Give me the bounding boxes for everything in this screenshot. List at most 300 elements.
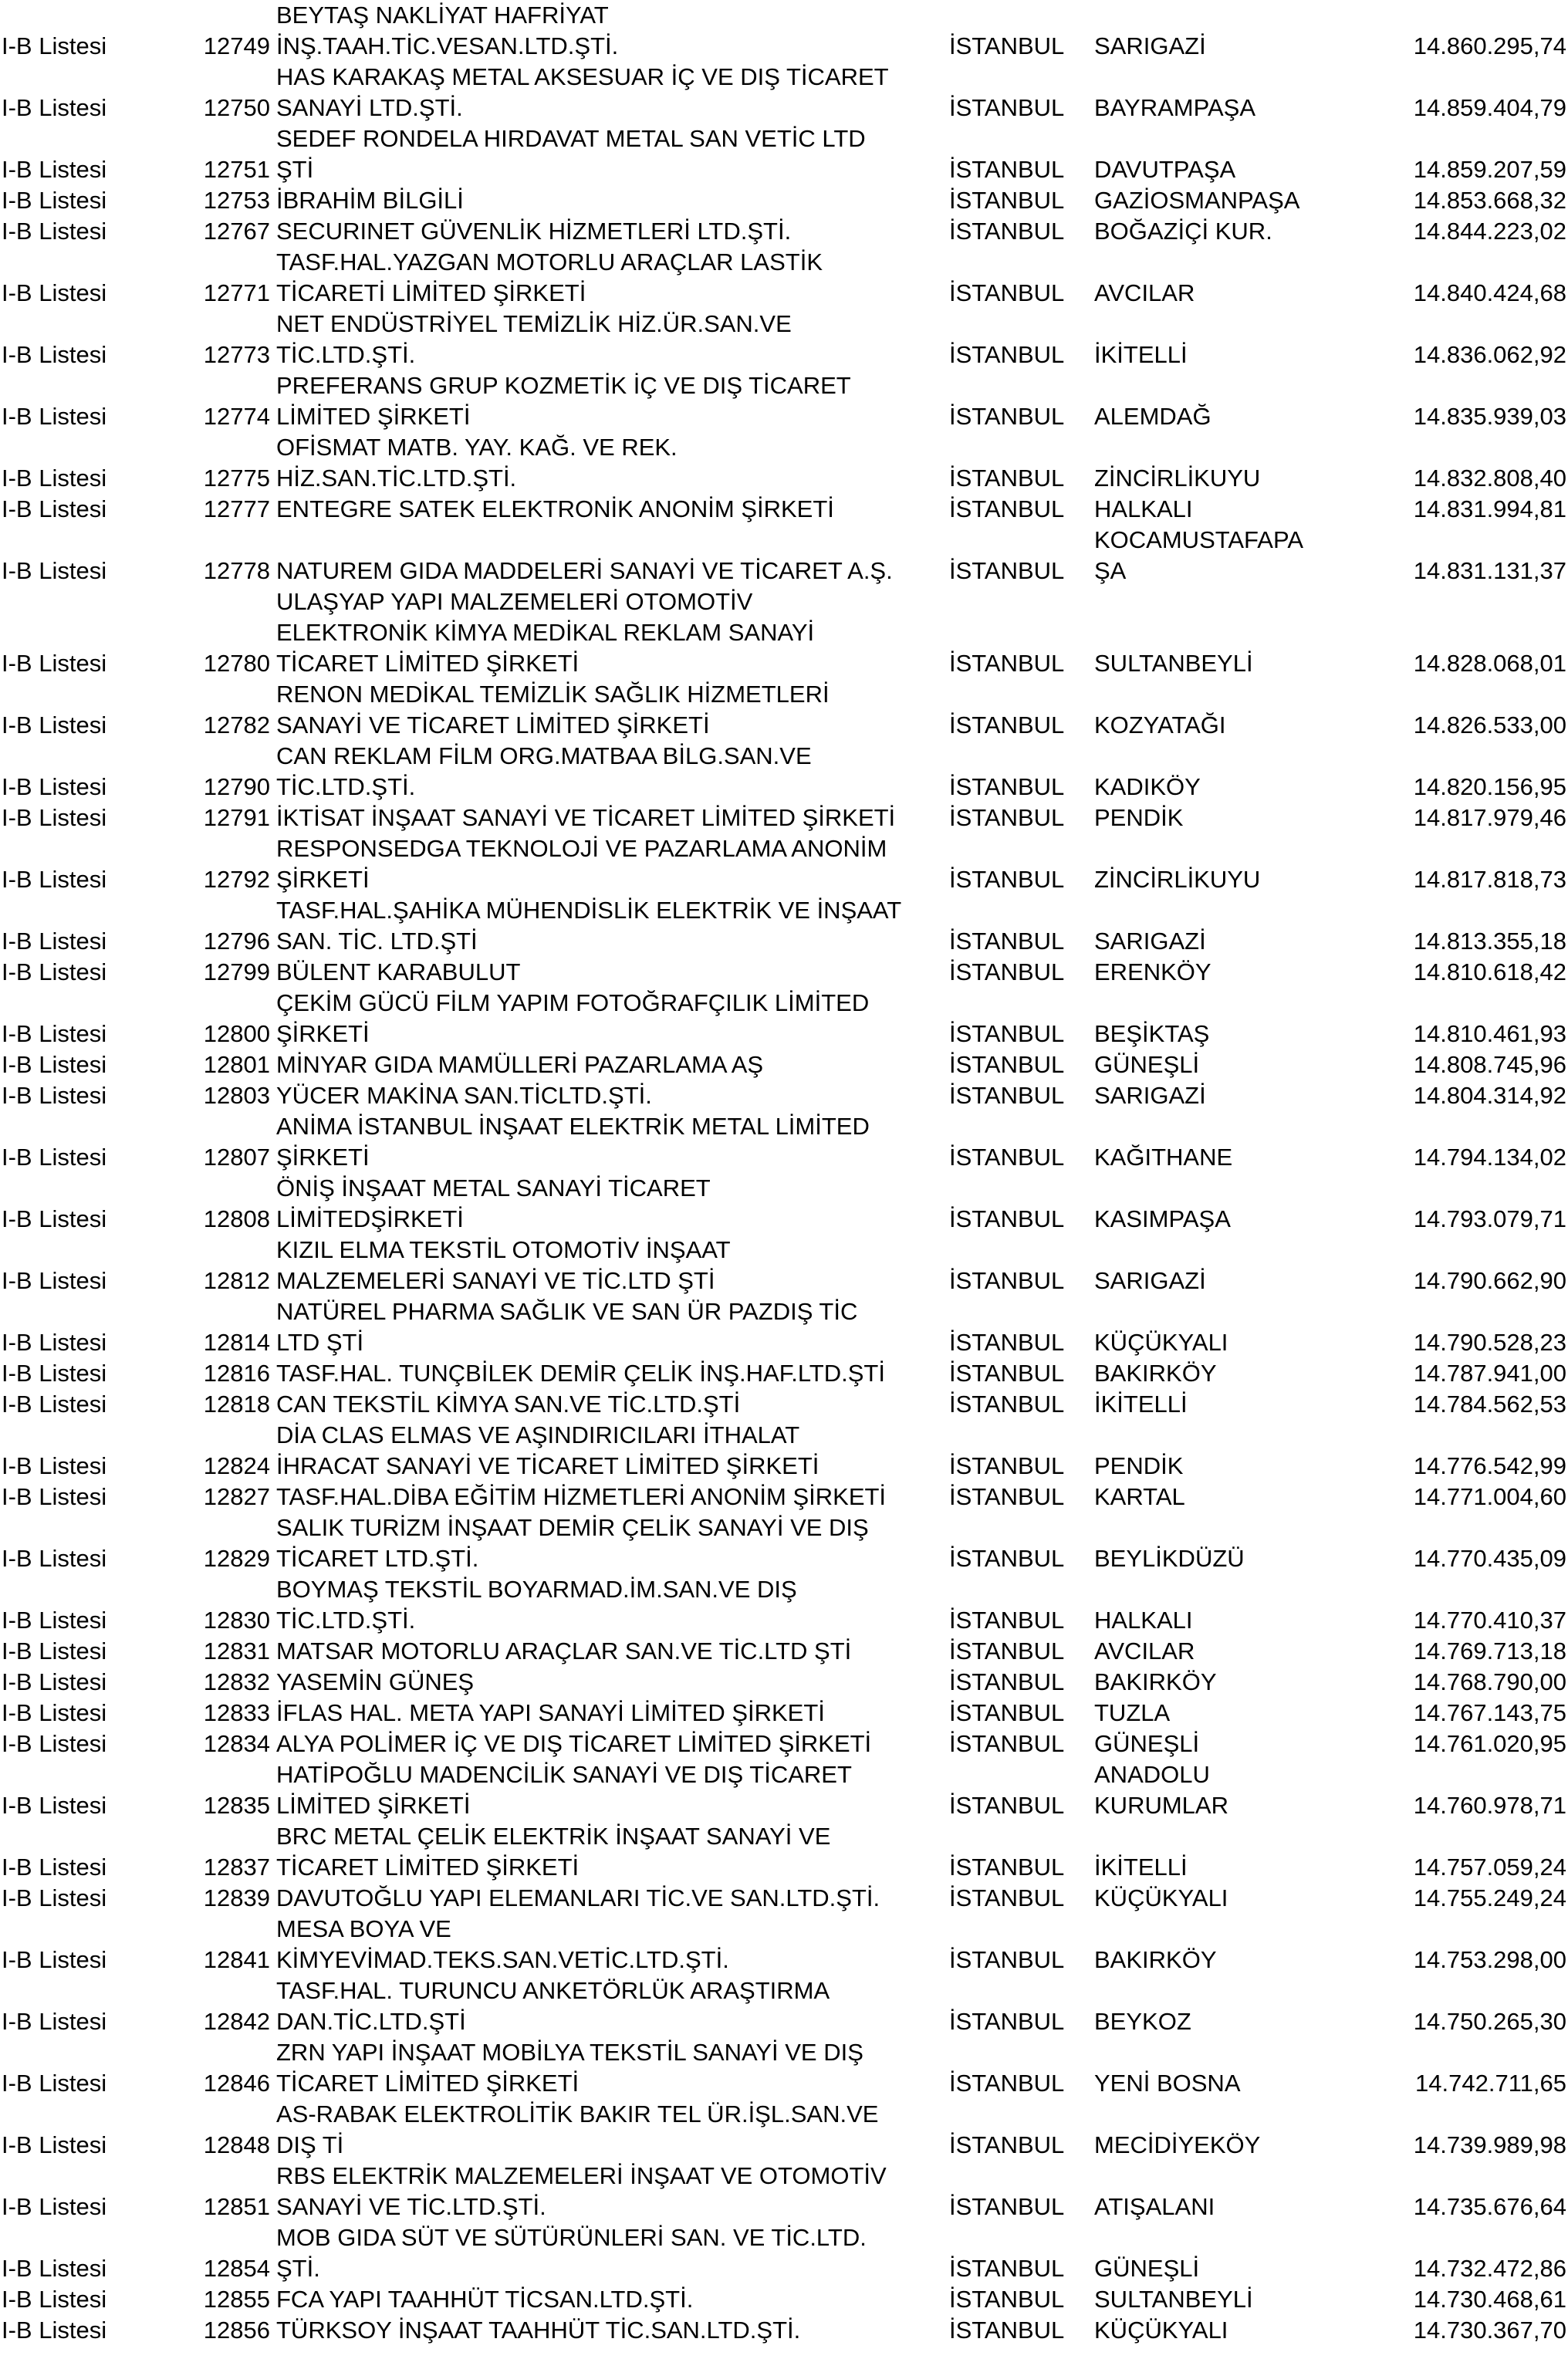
- record-number-cell: 12837: [203, 1854, 270, 1881]
- amount-cell: 14.859.207,59: [1413, 156, 1566, 183]
- list-name-cell: I-B Listesi: [2, 804, 107, 831]
- district-cell: ERENKÖY: [1094, 958, 1211, 985]
- district-cell: İKİTELLİ: [1094, 1391, 1188, 1418]
- list-name-cell: I-B Listesi: [2, 1020, 107, 1047]
- amount-cell: 14.820.156,95: [1413, 773, 1566, 800]
- list-name-cell: I-B Listesi: [2, 1637, 107, 1664]
- amount-cell: 14.831.131,37: [1413, 557, 1566, 584]
- record-number-cell: 12775: [203, 465, 270, 492]
- table-row: [0, 2099, 1568, 2161]
- amount-cell: 14.804.314,92: [1413, 1082, 1566, 1109]
- table-row: [0, 1667, 1568, 1698]
- district-cell: BAKIRKÖY: [1094, 1360, 1217, 1387]
- district-cell: SARIGAZİ: [1094, 928, 1206, 955]
- table-row: [0, 370, 1568, 432]
- district-cell: BEYKOZ: [1094, 2008, 1191, 2035]
- amount-cell: 14.860.295,74: [1413, 32, 1566, 59]
- table-row: [0, 1420, 1568, 1482]
- table-row: [0, 1574, 1568, 1636]
- table-row: [0, 1512, 1568, 1574]
- company-name-cell: BÜLENT KARABULUT: [276, 958, 521, 985]
- amount-cell: 14.808.745,96: [1413, 1051, 1566, 1078]
- amount-cell: 14.844.223,02: [1413, 218, 1566, 245]
- company-name-cell: TASF.HAL.YAZGAN MOTORLU ARAÇLAR LASTİK TİCARETİ LİMİTED ŞİRKETİ: [276, 248, 823, 306]
- table-row: [0, 2315, 1568, 2346]
- district-cell: GÜNEŞLİ: [1094, 2255, 1200, 2282]
- record-number-cell: 12790: [203, 773, 270, 800]
- company-name-cell: SEDEF RONDELA HIRDAVAT METAL SAN VETİC LTD ŞTİ: [276, 125, 866, 183]
- record-number-cell: 12814: [203, 1329, 270, 1356]
- list-name-cell: I-B Listesi: [2, 32, 107, 59]
- district-cell: KARTAL: [1094, 1483, 1185, 1510]
- record-number-cell: 12833: [203, 1699, 270, 1726]
- amount-cell: 14.761.020,95: [1413, 1730, 1566, 1757]
- amount-cell: 14.768.790,00: [1413, 1668, 1566, 1695]
- table-row: [0, 1914, 1568, 1975]
- record-number-cell: 12767: [203, 218, 270, 245]
- amount-cell: 14.832.808,40: [1413, 465, 1566, 492]
- city-cell: İSTANBUL: [949, 2193, 1065, 2220]
- company-name-cell: NATÜREL PHARMA SAĞLIK VE SAN ÜR PAZDIŞ TİC LTD ŞTİ: [276, 1298, 858, 1356]
- company-name-cell: TASF.HAL. TURUNCU ANKETÖRLÜK ARAŞTIRMA DAN.TİC.LTD.ŞTİ: [276, 1977, 830, 2035]
- amount-cell: 14.794.134,02: [1413, 1144, 1566, 1171]
- table-row: [0, 62, 1568, 123]
- list-name-cell: I-B Listesi: [2, 1483, 107, 1510]
- city-cell: İSTANBUL: [949, 1452, 1065, 1479]
- list-name-cell: I-B Listesi: [2, 1329, 107, 1356]
- list-name-cell: I-B Listesi: [2, 958, 107, 985]
- city-cell: İSTANBUL: [949, 187, 1065, 214]
- list-name-cell: I-B Listesi: [2, 2286, 107, 2313]
- list-name-cell: I-B Listesi: [2, 279, 107, 306]
- table-row: [0, 679, 1568, 741]
- district-cell: KÜÇÜKYALI: [1094, 1329, 1228, 1356]
- amount-cell: 14.742.711,65: [1415, 2070, 1566, 2097]
- amount-cell: 14.784.562,53: [1413, 1391, 1566, 1418]
- table-row: [0, 432, 1568, 494]
- city-cell: İSTANBUL: [949, 465, 1065, 492]
- district-cell: GAZİOSMANPAŞA: [1094, 187, 1300, 214]
- table-row: [0, 1821, 1568, 1883]
- table-row: [0, 1358, 1568, 1389]
- district-cell: DAVUTPAŞA: [1094, 156, 1236, 183]
- record-number-cell: 12835: [203, 1792, 270, 1819]
- city-cell: İSTANBUL: [949, 218, 1065, 245]
- list-name-cell: I-B Listesi: [2, 218, 107, 245]
- record-number-cell: 12778: [203, 557, 270, 584]
- list-name-cell: I-B Listesi: [2, 1205, 107, 1232]
- district-cell: PENDİK: [1094, 1452, 1184, 1479]
- company-name-cell: CAN REKLAM FİLM ORG.MATBAA BİLG.SAN.VE TİC.LTD.ŞTİ.: [276, 742, 812, 800]
- record-number-cell: 12801: [203, 1051, 270, 1078]
- district-cell: ATIŞALANI: [1094, 2193, 1215, 2220]
- amount-cell: 14.826.533,00: [1413, 711, 1566, 738]
- list-name-cell: I-B Listesi: [2, 1144, 107, 1171]
- record-number-cell: 12753: [203, 187, 270, 214]
- record-number-cell: 12832: [203, 1668, 270, 1695]
- district-cell: KAĞITHANE: [1094, 1144, 1233, 1171]
- table-row: [0, 2161, 1568, 2222]
- city-cell: İSTANBUL: [949, 1545, 1065, 1572]
- amount-cell: 14.813.355,18: [1413, 928, 1566, 955]
- list-name-cell: I-B Listesi: [2, 650, 107, 677]
- amount-cell: 14.735.676,64: [1413, 2193, 1566, 2220]
- city-cell: İSTANBUL: [949, 1051, 1065, 1078]
- district-cell: KOZYATAĞI: [1094, 711, 1226, 738]
- city-cell: İSTANBUL: [949, 279, 1065, 306]
- table-row: [0, 1296, 1568, 1358]
- table-row: [0, 2222, 1568, 2284]
- company-name-cell: RBS ELEKTRİK MALZEMELERİ İNŞAAT VE OTOMOTİV SANAYİ VE TİC.LTD.ŞTİ.: [276, 2162, 887, 2220]
- record-number-cell: 12799: [203, 958, 270, 985]
- list-name-cell: I-B Listesi: [2, 2255, 107, 2282]
- city-cell: İSTANBUL: [949, 32, 1065, 59]
- district-cell: KASIMPAŞA: [1094, 1205, 1231, 1232]
- table-row: [0, 309, 1568, 370]
- district-cell: BAKIRKÖY: [1094, 1946, 1217, 1973]
- list-name-cell: I-B Listesi: [2, 495, 107, 522]
- record-number-cell: 12830: [203, 1607, 270, 1634]
- list-name-cell: I-B Listesi: [2, 156, 107, 183]
- record-number-cell: 12848: [203, 2131, 270, 2158]
- record-number-cell: 12771: [203, 279, 270, 306]
- record-number-cell: 12816: [203, 1360, 270, 1387]
- city-cell: İSTANBUL: [949, 1699, 1065, 1726]
- list-name-cell: I-B Listesi: [2, 1884, 107, 1911]
- company-name-cell: FCA YAPI TAAHHÜT TİCSAN.LTD.ŞTİ.: [276, 2286, 694, 2313]
- table-row: [0, 123, 1568, 185]
- list-name-cell: I-B Listesi: [2, 866, 107, 893]
- table-row: [0, 1698, 1568, 1729]
- table-row: [0, 957, 1568, 988]
- district-cell: AVCILAR: [1094, 279, 1195, 306]
- company-name-cell: NATUREM GIDA MADDELERİ SANAYİ VE TİCARET A.Ş.: [276, 557, 893, 584]
- amount-cell: 14.840.424,68: [1413, 279, 1566, 306]
- amount-cell: 14.757.059,24: [1413, 1854, 1566, 1881]
- list-name-cell: I-B Listesi: [2, 557, 107, 584]
- amount-cell: 14.770.410,37: [1413, 1607, 1566, 1634]
- list-name-cell: I-B Listesi: [2, 1545, 107, 1572]
- list-name-cell: I-B Listesi: [2, 2131, 107, 2158]
- amount-cell: 14.817.979,46: [1413, 804, 1566, 831]
- company-name-cell: ZRN YAPI İNŞAAT MOBİLYA TEKSTİL SANAYİ VE DIŞ TİCARET LİMİTED ŞİRKETİ: [276, 2039, 863, 2097]
- city-cell: İSTANBUL: [949, 94, 1065, 121]
- district-cell: SULTANBEYLİ: [1094, 2286, 1253, 2313]
- city-cell: İSTANBUL: [949, 1946, 1065, 1973]
- record-number-cell: 12829: [203, 1545, 270, 1572]
- list-name-cell: I-B Listesi: [2, 928, 107, 955]
- table-row: [0, 833, 1568, 895]
- record-number-cell: 12827: [203, 1483, 270, 1510]
- district-cell: BEYLİKDÜZÜ: [1094, 1545, 1245, 1572]
- amount-cell: 14.790.528,23: [1413, 1329, 1566, 1356]
- list-name-cell: I-B Listesi: [2, 1730, 107, 1757]
- district-cell: SARIGAZİ: [1094, 32, 1206, 59]
- city-cell: İSTANBUL: [949, 2286, 1065, 2313]
- district-cell: HALKALI: [1094, 1607, 1193, 1634]
- amount-cell: 14.730.367,70: [1413, 2317, 1566, 2344]
- table-row: [0, 586, 1568, 679]
- city-cell: İSTANBUL: [949, 1884, 1065, 1911]
- record-number-cell: 12749: [203, 32, 270, 59]
- district-cell: AVCILAR: [1094, 1637, 1195, 1664]
- city-cell: İSTANBUL: [949, 557, 1065, 584]
- company-name-cell: NET ENDÜSTRİYEL TEMİZLİK HİZ.ÜR.SAN.VE TİC.LTD.ŞTİ.: [276, 310, 792, 368]
- list-name-cell: I-B Listesi: [2, 711, 107, 738]
- company-name-cell: ULAŞYAP YAPI MALZEMELERİ OTOMOTİV ELEKTRONİK KİMYA MEDİKAL REKLAM SANAYİ TİCARET LİMİTED ŞİRKETİ: [276, 588, 815, 677]
- company-name-cell: İBRAHİM BİLGİLİ: [276, 187, 464, 214]
- company-name-cell: İKTİSAT İNŞAAT SANAYİ VE TİCARET LİMİTED ŞİRKETİ: [276, 804, 896, 831]
- city-cell: İSTANBUL: [949, 958, 1065, 985]
- table-row: [0, 1235, 1568, 1296]
- company-name-cell: BRC METAL ÇELİK ELEKTRİK İNŞAAT SANAYİ VE TİCARET LİMİTED ŞİRKETİ: [276, 1823, 831, 1881]
- record-number-cell: 12841: [203, 1946, 270, 1973]
- record-number-cell: 12839: [203, 1884, 270, 1911]
- amount-cell: 14.828.068,01: [1413, 650, 1566, 677]
- city-cell: İSTANBUL: [949, 2317, 1065, 2344]
- list-name-cell: I-B Listesi: [2, 1452, 107, 1479]
- district-cell: KADIKÖY: [1094, 773, 1201, 800]
- record-number-cell: 12800: [203, 1020, 270, 1047]
- district-cell: HALKALI: [1094, 495, 1193, 522]
- company-name-cell: OFİSMAT MATB. YAY. KAĞ. VE REK. HİZ.SAN.TİC.LTD.ŞTİ.: [276, 434, 678, 492]
- city-cell: İSTANBUL: [949, 1205, 1065, 1232]
- record-number-cell: 12792: [203, 866, 270, 893]
- city-cell: İSTANBUL: [949, 1607, 1065, 1634]
- company-name-cell: RENON MEDİKAL TEMİZLİK SAĞLIK HİZMETLERİ SANAYİ VE TİCARET LİMİTED ŞİRKETİ: [276, 681, 830, 738]
- district-cell: PENDİK: [1094, 804, 1184, 831]
- list-name-cell: I-B Listesi: [2, 187, 107, 214]
- amount-cell: 14.769.713,18: [1413, 1637, 1566, 1664]
- record-number-cell: 12796: [203, 928, 270, 955]
- table-row: [0, 1111, 1568, 1173]
- list-name-cell: I-B Listesi: [2, 2070, 107, 2097]
- record-number-cell: 12780: [203, 650, 270, 677]
- list-name-cell: I-B Listesi: [2, 1051, 107, 1078]
- city-cell: İSTANBUL: [949, 1854, 1065, 1881]
- city-cell: İSTANBUL: [949, 1483, 1065, 1510]
- city-cell: İSTANBUL: [949, 1329, 1065, 1356]
- amount-cell: 14.776.542,99: [1413, 1452, 1566, 1479]
- company-name-cell: SALIK TURİZM İNŞAAT DEMİR ÇELİK SANAYİ VE DIŞ TİCARET LTD.ŞTİ.: [276, 1514, 869, 1572]
- district-cell: BOĞAZİÇİ KUR.: [1094, 218, 1272, 245]
- city-cell: İSTANBUL: [949, 1267, 1065, 1294]
- city-cell: İSTANBUL: [949, 2008, 1065, 2035]
- company-name-cell: TASF.HAL. TUNÇBİLEK DEMİR ÇELİK İNŞ.HAF.LTD.ŞTİ: [276, 1360, 885, 1387]
- record-number-cell: 12751: [203, 156, 270, 183]
- list-name-cell: I-B Listesi: [2, 94, 107, 121]
- record-number-cell: 12791: [203, 804, 270, 831]
- list-name-cell: I-B Listesi: [2, 1607, 107, 1634]
- company-name-cell: YASEMİN GÜNEŞ: [276, 1668, 475, 1695]
- table-row: [0, 741, 1568, 803]
- record-number-cell: 12777: [203, 495, 270, 522]
- table-row: [0, 1759, 1568, 1821]
- company-name-cell: CAN TEKSTİL KİMYA SAN.VE TİC.LTD.ŞTİ: [276, 1391, 741, 1418]
- district-cell: SULTANBEYLİ: [1094, 650, 1253, 677]
- record-number-cell: 12846: [203, 2070, 270, 2097]
- city-cell: İSTANBUL: [949, 711, 1065, 738]
- district-cell: KÜÇÜKYALI: [1094, 1884, 1228, 1911]
- district-cell: BAKIRKÖY: [1094, 1668, 1217, 1695]
- district-cell: İKİTELLİ: [1094, 341, 1188, 368]
- amount-cell: 14.836.062,92: [1413, 341, 1566, 368]
- amount-cell: 14.853.668,32: [1413, 187, 1566, 214]
- company-name-cell: İFLAS HAL. META YAPI SANAYİ LİMİTED ŞİRKETİ: [276, 1699, 825, 1726]
- city-cell: İSTANBUL: [949, 2255, 1065, 2282]
- list-name-cell: I-B Listesi: [2, 1360, 107, 1387]
- list-name-cell: I-B Listesi: [2, 1946, 107, 1973]
- district-cell: ZİNCİRLİKUYU: [1094, 866, 1261, 893]
- record-number-cell: 12807: [203, 1144, 270, 1171]
- table-row: [0, 185, 1568, 216]
- record-number-cell: 12842: [203, 2008, 270, 2035]
- list-name-cell: I-B Listesi: [2, 403, 107, 430]
- city-cell: İSTANBUL: [949, 1637, 1065, 1664]
- city-cell: İSTANBUL: [949, 2070, 1065, 2097]
- company-name-cell: HAS KARAKAŞ METAL AKSESUAR İÇ VE DIŞ TİCARET SANAYİ LTD.ŞTİ.: [276, 63, 889, 121]
- company-name-cell: KIZIL ELMA TEKSTİL OTOMOTİV İNŞAAT MALZEMELERİ SANAYİ VE TİC.LTD ŞTİ: [276, 1236, 731, 1294]
- company-name-cell: BEYTAŞ NAKLİYAT HAFRİYAT İNŞ.TAAH.TİC.VESAN.LTD.ŞTİ.: [276, 2, 619, 59]
- amount-cell: 14.817.818,73: [1413, 866, 1566, 893]
- city-cell: İSTANBUL: [949, 1082, 1065, 1109]
- company-name-cell: HATİPOĞLU MADENCİLİK SANAYİ VE DIŞ TİCARET LİMİTED ŞİRKETİ: [276, 1761, 852, 1819]
- table-row: [0, 1975, 1568, 2037]
- table-row: [0, 988, 1568, 1049]
- company-name-cell: AS-RABAK ELEKTROLİTİK BAKIR TEL ÜR.İŞL.SAN.VE DIŞ Tİ: [276, 2100, 879, 2158]
- record-number-cell: 12834: [203, 1730, 270, 1757]
- amount-cell: 14.793.079,71: [1413, 1205, 1566, 1232]
- city-cell: İSTANBUL: [949, 804, 1065, 831]
- record-number-cell: 12750: [203, 94, 270, 121]
- record-number-cell: 12818: [203, 1391, 270, 1418]
- city-cell: İSTANBUL: [949, 1020, 1065, 1047]
- city-cell: İSTANBUL: [949, 495, 1065, 522]
- city-cell: İSTANBUL: [949, 156, 1065, 183]
- district-cell: ALEMDAĞ: [1094, 403, 1211, 430]
- amount-cell: 14.739.989,98: [1413, 2131, 1566, 2158]
- list-name-cell: I-B Listesi: [2, 1699, 107, 1726]
- list-name-cell: I-B Listesi: [2, 2317, 107, 2344]
- list-name-cell: I-B Listesi: [2, 1792, 107, 1819]
- amount-cell: 14.771.004,60: [1413, 1483, 1566, 1510]
- company-name-cell: TASF.HAL.ŞAHİKA MÜHENDİSLİK ELEKTRİK VE İNŞAAT SAN. TİC. LTD.ŞTİ: [276, 897, 902, 955]
- amount-cell: 14.790.662,90: [1413, 1267, 1566, 1294]
- table-row: [0, 1482, 1568, 1512]
- list-name-cell: I-B Listesi: [2, 1854, 107, 1881]
- list-name-cell: I-B Listesi: [2, 2193, 107, 2220]
- table-row: [0, 525, 1568, 586]
- company-name-cell: YÜCER MAKİNA SAN.TİCLTD.ŞTİ.: [276, 1082, 652, 1109]
- record-number-cell: 12856: [203, 2317, 270, 2344]
- city-cell: İSTANBUL: [949, 341, 1065, 368]
- company-name-cell: SECURINET GÜVENLİK HİZMETLERİ LTD.ŞTİ.: [276, 218, 792, 245]
- amount-cell: 14.753.298,00: [1413, 1946, 1566, 1973]
- district-cell: KOCAMUSTAFAPA ŞA: [1094, 526, 1304, 584]
- record-number-cell: 12774: [203, 403, 270, 430]
- table-row: [0, 1729, 1568, 1759]
- city-cell: İSTANBUL: [949, 2131, 1065, 2158]
- table-row: [0, 2037, 1568, 2099]
- district-cell: İKİTELLİ: [1094, 1854, 1188, 1881]
- list-name-cell: I-B Listesi: [2, 2008, 107, 2035]
- record-number-cell: 12782: [203, 711, 270, 738]
- company-name-cell: ENTEGRE SATEK ELEKTRONİK ANONİM ŞİRKETİ: [276, 495, 834, 522]
- list-name-cell: I-B Listesi: [2, 1082, 107, 1109]
- amount-cell: 14.730.468,61: [1413, 2286, 1566, 2313]
- district-cell: ANADOLU KURUMLAR: [1094, 1761, 1228, 1819]
- table-row: [0, 0, 1568, 62]
- amount-cell: 14.767.143,75: [1413, 1699, 1566, 1726]
- record-number-cell: 12854: [203, 2255, 270, 2282]
- company-name-cell: TÜRKSOY İNŞAAT TAAHHÜT TİC.SAN.LTD.ŞTİ.: [276, 2317, 801, 2344]
- record-number-cell: 12812: [203, 1267, 270, 1294]
- amount-cell: 14.810.461,93: [1413, 1020, 1566, 1047]
- amount-cell: 14.810.618,42: [1413, 958, 1566, 985]
- district-cell: GÜNEŞLİ: [1094, 1730, 1200, 1757]
- table-row: [0, 803, 1568, 833]
- company-name-cell: PREFERANS GRUP KOZMETİK İÇ VE DIŞ TİCARET LİMİTED ŞİRKETİ: [276, 372, 851, 430]
- amount-cell: 14.760.978,71: [1413, 1792, 1566, 1819]
- district-cell: SARIGAZİ: [1094, 1267, 1206, 1294]
- city-cell: İSTANBUL: [949, 1730, 1065, 1757]
- record-number-cell: 12824: [203, 1452, 270, 1479]
- list-name-cell: I-B Listesi: [2, 465, 107, 492]
- list-name-cell: I-B Listesi: [2, 341, 107, 368]
- record-number-cell: 12851: [203, 2193, 270, 2220]
- company-name-cell: TASF.HAL.DİBA EĞİTİM HİZMETLERİ ANONİM ŞİRKETİ: [276, 1483, 887, 1510]
- table-row: [0, 1080, 1568, 1111]
- record-number-cell: 12773: [203, 341, 270, 368]
- table-row: [0, 1389, 1568, 1420]
- table-row: [0, 1049, 1568, 1080]
- list-name-cell: I-B Listesi: [2, 1267, 107, 1294]
- district-cell: MECİDİYEKÖY: [1094, 2131, 1261, 2158]
- amount-cell: 14.750.265,30: [1413, 2008, 1566, 2035]
- record-number-cell: 12803: [203, 1082, 270, 1109]
- amount-cell: 14.755.249,24: [1413, 1884, 1566, 1911]
- table-row: [0, 895, 1568, 957]
- district-cell: ZİNCİRLİKUYU: [1094, 465, 1261, 492]
- district-cell: SARIGAZİ: [1094, 1082, 1206, 1109]
- company-name-cell: ALYA POLİMER İÇ VE DIŞ TİCARET LİMİTED ŞİRKETİ: [276, 1730, 872, 1757]
- city-cell: İSTANBUL: [949, 773, 1065, 800]
- amount-cell: 14.732.472,86: [1413, 2255, 1566, 2282]
- list-name-cell: I-B Listesi: [2, 1391, 107, 1418]
- amount-cell: 14.835.939,03: [1413, 403, 1566, 430]
- company-name-cell: BOYMAŞ TEKSTİL BOYARMAD.İM.SAN.VE DIŞ TİC.LTD.ŞTİ.: [276, 1576, 797, 1634]
- district-cell: BEŞİKTAŞ: [1094, 1020, 1210, 1047]
- record-number-cell: 12808: [203, 1205, 270, 1232]
- table-row: [0, 1883, 1568, 1914]
- district-cell: YENİ BOSNA: [1094, 2070, 1241, 2097]
- district-cell: TUZLA: [1094, 1699, 1171, 1726]
- company-name-cell: ÖNİŞ İNŞAAT METAL SANAYİ TİCARET LİMİTEDŞİRKETİ: [276, 1174, 711, 1232]
- company-name-cell: MİNYAR GIDA MAMÜLLERİ PAZARLAMA AŞ: [276, 1051, 764, 1078]
- record-number-cell: 12855: [203, 2286, 270, 2313]
- amount-cell: 14.787.941,00: [1413, 1360, 1566, 1387]
- list-name-cell: I-B Listesi: [2, 1668, 107, 1695]
- company-name-cell: ÇEKİM GÜCÜ FİLM YAPIM FOTOĞRAFÇILIK LİMİTED ŞİRKETİ: [276, 989, 870, 1047]
- district-cell: GÜNEŞLİ: [1094, 1051, 1200, 1078]
- table-row: [0, 1636, 1568, 1667]
- table-row: [0, 494, 1568, 525]
- city-cell: İSTANBUL: [949, 1792, 1065, 1819]
- city-cell: İSTANBUL: [949, 1668, 1065, 1695]
- amount-cell: 14.831.994,81: [1413, 495, 1566, 522]
- record-number-cell: 12831: [203, 1637, 270, 1664]
- city-cell: İSTANBUL: [949, 1391, 1065, 1418]
